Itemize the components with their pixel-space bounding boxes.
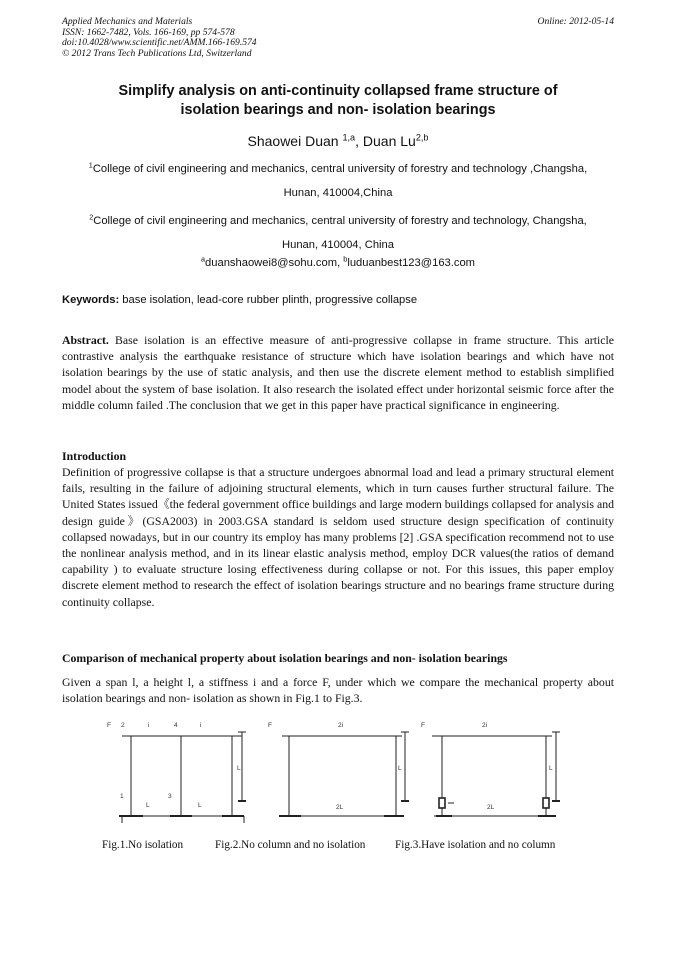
fig1-stiffness-2: i (200, 722, 202, 729)
abstract-label: Abstract. (62, 333, 109, 347)
fig3-stiffness: 2i (482, 722, 488, 729)
email-separator: , (337, 257, 344, 269)
journal-header (62, 17, 257, 59)
fig3-span: 2L (487, 804, 495, 811)
title-line-1: Simplify analysis on anti-continuity collapsed frame structure of (118, 83, 558, 99)
fig1-span-1: L (146, 802, 150, 809)
frame-figures (0, 712, 678, 832)
affiliation-1 (62, 157, 614, 205)
doi-line: doi:10.4028/www.scientific.net/AMM.166-169.574 (62, 37, 257, 48)
journal-name: Applied Mechanics and Materials (62, 16, 193, 27)
email-a[interactable]: duanshaowei8@sohu.com (205, 257, 338, 269)
fig3-height: L (549, 765, 553, 772)
paper-title (62, 82, 614, 120)
online-date: Online: 2012-05-14 (537, 16, 614, 27)
fig1-node-2: 2 (121, 722, 125, 729)
author-separator: , (355, 133, 363, 149)
affiliation-2-line-1: College of civil engineering and mechanics, central university of forestry and technology, Changsha, (93, 215, 587, 227)
keywords-label: Keywords: (62, 294, 120, 306)
comparison-text: Given a span l, a height l, a stiffness i and a force F, under which we compare the mechanical property about isolation bearings and non- isolation as shown in Fig.1 to Fig.3. (62, 675, 614, 706)
email-b-marker: b (343, 254, 348, 264)
figure-1-caption: Fig.1.No isolation (102, 839, 184, 851)
keywords-text: base isolation, lead-core rubber plinth, progressive collapse (119, 294, 418, 306)
fig1-node-4: 4 (174, 722, 178, 729)
abstract-text: Base isolation is an effective measure of anti-progressive collapse in frame structure. This article contrastive analysis the earthquake resistance of structure which have isolation bearings and which have not isolation bearings by the use of static analysis, and then use the discrete element method to establish simplified model about the system of base isolation. It also research the isolated effect under horizontal seismic force after the middle column failed .The conclusion that we get in this paper have practical significance in engineering. (62, 333, 614, 412)
author-list (62, 133, 614, 149)
introduction-heading: Introduction (62, 449, 127, 463)
keywords (62, 294, 614, 306)
fig1-node-1: 1 (120, 793, 124, 800)
author-2: Duan Lu (362, 133, 416, 149)
affiliation-1-line-1: College of civil engineering and mechanics, central university of forestry and technology ,Changsha, (92, 163, 588, 175)
author-2-affil: 2,b (415, 132, 429, 143)
title-line-2: isolation bearings and non- isolation bearings (180, 102, 496, 118)
fig1-height: L (237, 765, 241, 772)
affiliation-1-marker: 1 (88, 160, 93, 170)
fig2-height: L (398, 765, 402, 772)
email-b[interactable]: luduanbest123@163.com (347, 257, 476, 269)
fig1-force-label: F (107, 722, 111, 729)
abstract (62, 332, 614, 413)
fig1-node-3: 3 (168, 793, 172, 800)
fig2-stiffness: 2i (338, 722, 344, 729)
fig1-stiffness-1: i (148, 722, 150, 729)
affiliation-1-line-2: Hunan, 410004,China (283, 187, 393, 199)
issn-line: ISSN: 1662-7482, Vols. 166-169, pp 574-578 (62, 26, 235, 38)
figure-3-frame (432, 732, 560, 816)
fig2-force-label: F (268, 722, 272, 729)
affiliation-2 (62, 209, 614, 257)
author-1-affil: 1,a (342, 132, 356, 143)
fig1-span-2: L (198, 802, 202, 809)
fig2-span: 2L (336, 804, 344, 811)
figure-2-frame (279, 732, 409, 816)
figure-2-caption: Fig.2.No column and no isolation (215, 839, 366, 851)
author-1: Shaowei Duan (247, 133, 343, 149)
introduction-text: Definition of progressive collapse is that a structure undergoes abnormal load and lead a primary structural element fails, resulting in the failure of adjoining structural elements, which in turn causes further structural failure. The United States issued《the federal government office buildings and large modern buildings collapsed for analysis and design guide》(GSA2003) in 2003.GSA standard is seldom used structure design specification of continuity collapsed nowadays, but in our country its employ has many problems [2] .GSA specification recommend not to use the nonlinear analysis method, and in its linear elastic analysis method, employ DCR values(the ratios of demand capability ) to evaluate structure losing effectiveness during collapse or not. For this issues, this paper employ discrete element method to research the effect of isolation bearings structure and no bearings frame structure during continuity collapse. (62, 465, 614, 609)
email-a-marker: a (200, 254, 206, 264)
figure-1-frame (119, 732, 246, 823)
fig3-force-label: F (421, 722, 425, 729)
comparison-heading: Comparison of mechanical property about isolation bearings and non- isolation bearings (62, 651, 508, 665)
affiliation-2-line-2: Hunan, 410004, China (282, 239, 394, 251)
author-emails (62, 254, 614, 269)
figure-3-caption: Fig.3.Have isolation and no column (395, 839, 556, 851)
copyright-line: © 2012 Trans Tech Publications Ltd, Switzerland (62, 47, 252, 59)
affiliation-2-marker: 2 (89, 212, 94, 222)
